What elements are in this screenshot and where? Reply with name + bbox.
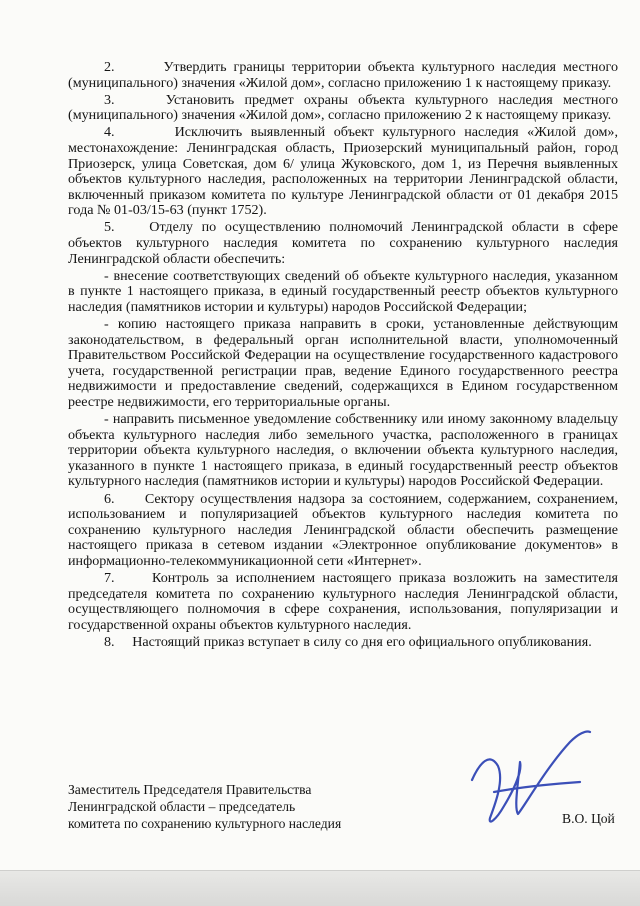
- paragraph-2: [68, 60, 618, 91]
- paragraph-text: Отделу по осуществлению полномочий Ленинградской области в сфере объектов культурного наследия комитета по сохранению культурного наследия Ленинградской области обеспечить:: [68, 219, 618, 267]
- bullet-item: [68, 269, 618, 316]
- paragraph-text: Контроль за исполнением настоящего приказа возложить на заместителя председателя комитета по сохранению культурного наследия Ленинградской области, осуществляющего полномочия в сфере сохранения, использования, популяризации и государственной охраны объектов культурного наследия.: [68, 570, 618, 633]
- signatory-title: [68, 782, 341, 832]
- paragraph-number: 3.: [104, 91, 115, 108]
- paragraph-4: [68, 125, 618, 219]
- paragraph-number: 2.: [104, 59, 115, 75]
- scan-bottom-edge: [0, 870, 640, 906]
- paragraph-text: - внесение соответствующих сведений об объекте культурного наследия, указанном в пункте 1 настоящего приказа, в единый государственный реестр объектов культурного наследия (памятников истории и культуры) народов Российской Федерации;: [68, 267, 618, 315]
- signatory-title-line: Ленинградской области – председатель: [68, 798, 296, 814]
- signatory-name: В.О. Цой: [562, 811, 615, 826]
- signatory-title-line: Заместитель Председателя Правительства: [68, 782, 312, 797]
- paragraph-7: [68, 571, 618, 633]
- paragraph-text: Сектору осуществления надзора за состоянием, содержанием, сохранением, использованием и популяризацией объектов культурного наследия комитета по сохранению культурного наследия Ленинградской области обеспечить размещение настоящего приказа в сетевом издании «Электронное опубликование документов» в информационно-телекоммуникационной сети «Интернет».: [68, 490, 618, 569]
- paragraph-text: Настоящий приказ вступает в силу со дня его официального опубликования.: [132, 633, 592, 650]
- paragraph-text: Установить предмет охраны объекта культурного наследия местного (муниципального) значения «Жилой дом», согласно приложению 2 к настоящему приказу.: [68, 91, 618, 124]
- paragraph-number: 5.: [104, 219, 115, 236]
- signatory-title-line: комитета по сохранению культурного наследия: [68, 815, 342, 831]
- paragraph-3: [68, 93, 618, 124]
- paragraph-number: 8.: [104, 633, 115, 650]
- paragraph-number: 6.: [104, 490, 115, 507]
- paragraph-text: Утвердить границы территории объекта культурного наследия местного (муниципального) значения «Жилой дом», согласно приложению 1 к настоящему приказу.: [68, 59, 618, 91]
- paragraph-text: - копию настоящего приказа направить в сроки, установленные действующим законодательством, в федеральный орган исполнительной власти, уполномоченный Правительством Российской Федерации на осуществление государственного кадастрового учета, государственной регистрации прав, ведение Единого государственного реестра недвижимости и предоставление сведений, содержащихся в Едином государственном реестре недвижимости, его территориальные органы.: [68, 316, 618, 410]
- document-body: [68, 60, 618, 652]
- bullet-item: [68, 317, 618, 411]
- bullet-item: [68, 412, 618, 490]
- paragraph-text: Исключить выявленный объект культурного наследия «Жилой дом», местонахождение: Ленинградская область, Приозерский муниципальный район, город Приозерск, улица Советская, дом 6/ улица Жуковского, дом 1, из Перечня выявленных объектов культурного наследия, расположенных на территории Ленинградской области, включенный приказом комитета по культуре Ленинградской области от 01 декабря 2015 года № 01-03/15-63 (пункт 1752).: [68, 124, 618, 219]
- paragraph-8: [68, 635, 618, 651]
- paragraph-5: [68, 220, 618, 267]
- paragraph-number: 7.: [104, 570, 115, 586]
- paragraph-number: 4.: [104, 124, 115, 141]
- paragraph-text: - направить письменное уведомление собственнику или иному законному владельцу объекта культурного наследия либо земельного участка, расположенного в границах территории объекта культурного наследия, о включении объекта культурного наследия, указанного в пункте 1 настоящего приказа, в единый государственный реестр объектов культурного наследия (памятников истории и культуры) народов Российской Федерации.: [68, 411, 618, 490]
- paragraph-6: [68, 492, 618, 570]
